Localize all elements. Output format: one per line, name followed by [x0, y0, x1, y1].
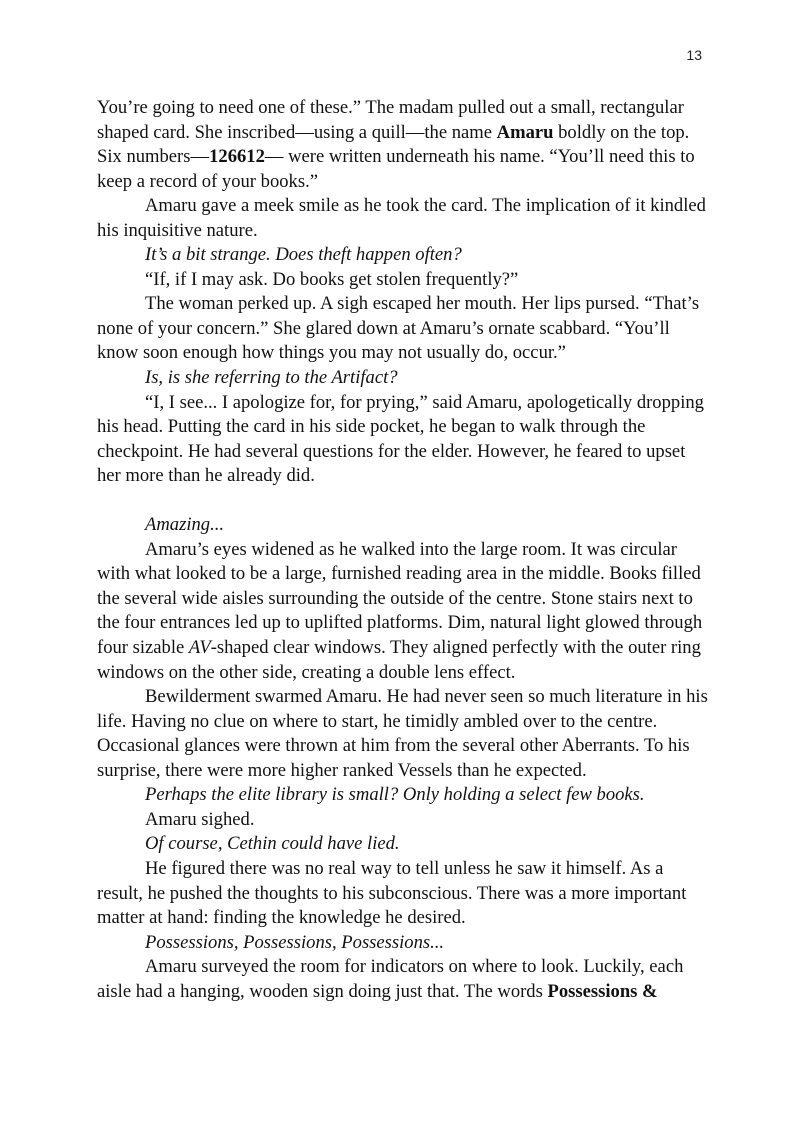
bold-text: 126612: [209, 146, 265, 168]
page-number: 13: [686, 47, 702, 63]
text-run: — were written underneath his name. “You’ll need this to keep a record of your books.”: [97, 146, 695, 192]
text-run: boldly on the top. Six numbers—: [97, 121, 690, 168]
italic-text: AV: [188, 637, 211, 659]
text-run: Amaru’s eyes widened as he walked into the large room. It was circular with what looked to be a large, furnished reading area in the middle. Books filled the several wide aisles surrounding the outside of the centre. Stone stairs next to the four entrances led up to uplifted platforms. Dim, natural light glowed through four sizable: [97, 538, 703, 659]
paragraph: [97, 292, 709, 366]
paragraph: [97, 857, 709, 931]
paragraph-thought: [97, 931, 709, 956]
text-run: Possessions, Possessions, Possessions...: [145, 931, 445, 953]
text-run: “I, I see... I apologize for, for prying,” said Amaru, apologetically dropping his head. Putting the card in his side pocket, he began to walk through the checkpoint. He had several questions for the elder. However, he feared to upset her more than he already did.: [97, 391, 704, 487]
body-text: [97, 96, 709, 1004]
text-run: Amazing...: [145, 514, 225, 536]
text-run: Amaru sighed.: [145, 808, 255, 830]
paragraph: [97, 685, 709, 783]
text-run: Is, is she referring to the Artifact?: [145, 367, 398, 389]
text-run: Perhaps the elite library is small? Only holding a select few books.: [145, 784, 645, 806]
paragraph: [97, 391, 709, 489]
text-run: He figured there was no real way to tell unless he saw it himself. As a result, he pushed the thoughts to his subconscious. There was a more important matter at hand: finding the knowledge he desired.: [97, 857, 687, 929]
paragraph-thought: [97, 783, 709, 808]
paragraph-thought: [97, 243, 709, 268]
bold-text: Possessions &: [547, 980, 658, 1002]
text-run: Amaru gave a meek smile as he took the card. The implication of it kindled his inquisitive nature.: [97, 195, 706, 241]
paragraph: [97, 538, 709, 685]
paragraph-thought: [97, 832, 709, 857]
scene-break: [97, 489, 709, 514]
paragraph-thought: [97, 366, 709, 391]
text-run: It’s a bit strange. Does theft happen often?: [145, 244, 462, 266]
text-run: “If, if I may ask. Do books get stolen frequently?”: [145, 268, 519, 290]
paragraph: [97, 955, 709, 1004]
paragraph-thought: [97, 513, 709, 538]
text-run: You’re going to need one of these.” The madam pulled out a small, rectangular shaped card. She inscribed—using a quill—the name: [97, 97, 684, 143]
text-run: Bewilderment swarmed Amaru. He had never seen so much literature in his life. Having no clue on where to start, he timidly ambled over to the centre. Occasional glances were thrown at him from the several other Aberrants. To his surprise, there were more higher ranked Vessels than he expected.: [97, 686, 708, 781]
paragraph: [97, 268, 709, 293]
paragraph: [97, 194, 709, 243]
text-run: -shaped clear windows. They aligned perfectly with the outer ring windows on the other side, creating a double lens effect.: [97, 637, 701, 683]
text-run: Of course, Cethin could have lied.: [145, 833, 400, 855]
paragraph: [97, 808, 709, 833]
bold-text: Amaru: [496, 121, 554, 143]
paragraph: [97, 96, 709, 194]
text-run: The woman perked up. A sigh escaped her mouth. Her lips pursed. “That’s none of your concern.” She glared down at Amaru’s ornate scabbard. “You’ll know soon enough how things you may not usually do, occur.”: [97, 293, 700, 364]
text-run: Amaru surveyed the room for indicators on where to look. Luckily, each aisle had a hanging, wooden sign doing just that. The words: [97, 956, 684, 1002]
